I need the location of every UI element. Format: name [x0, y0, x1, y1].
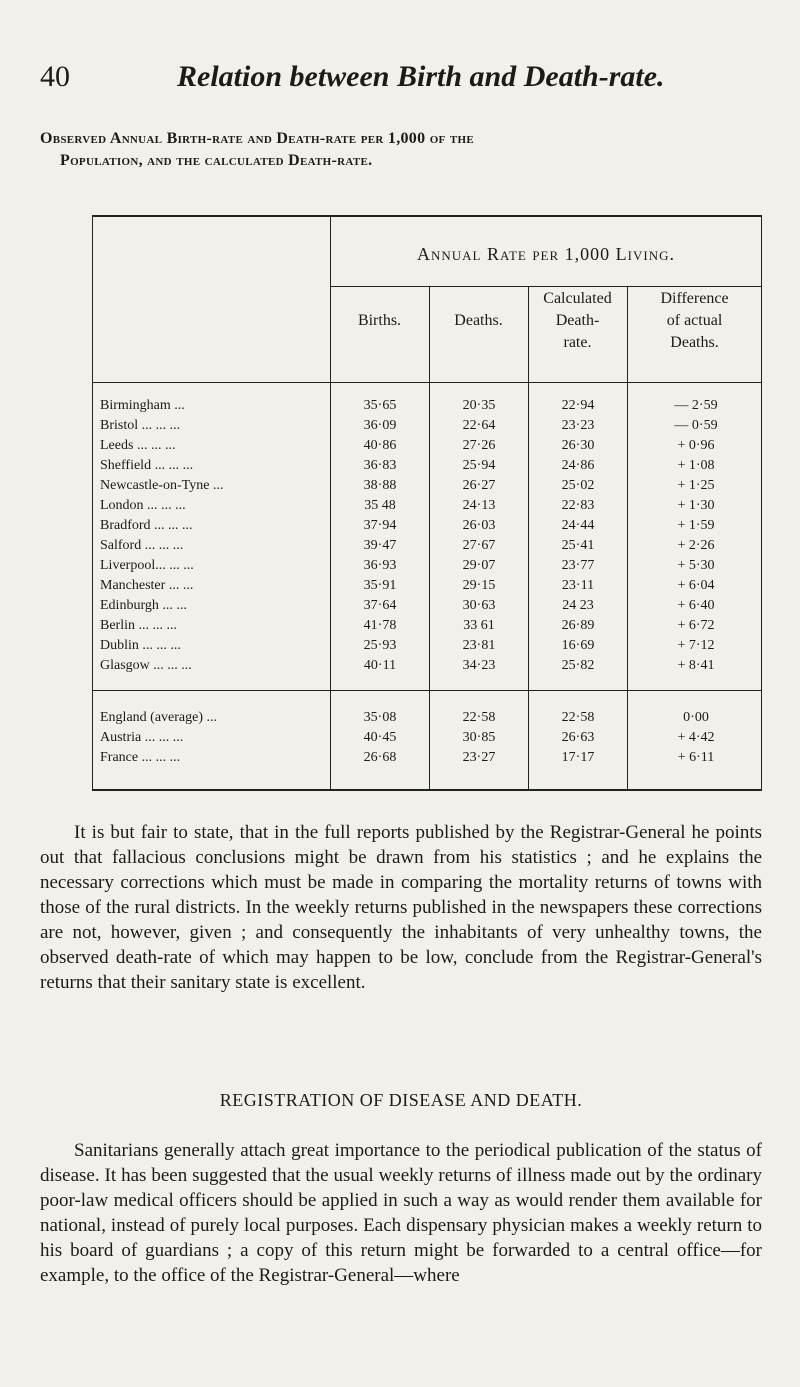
- row-name-text: Newcastle-on-Tyne: [100, 478, 210, 493]
- column-header-calculated: [528, 288, 627, 354]
- paragraph-text: It is but fair to state, that in the full reports published by the Registrar-General he points out that fallacious conclusions might be drawn from his statistics ; and he explains the necessary corrections which must be made in comparing the mortality returns of towns with those of the rural districts. In the weekly returns published in the newspapers these corrections are not, however, given ; and consequently the inhabitants of very unhealthy towns, the observed death-rate of which may happen to be low, conclude from the Registrar-General's returns that their sanitary state is excellent.: [40, 822, 762, 993]
- row-leader-dots: ... ... ...: [144, 538, 184, 553]
- caption-line-1: Observed Annual Birth-rate and Death-rate per 1,000 of the: [40, 130, 475, 147]
- row-difference: + 5·30: [677, 558, 715, 573]
- row-births: 26·68: [363, 750, 397, 765]
- row-births: 35 48: [364, 498, 396, 513]
- column-header-births-label: Births.: [357, 312, 402, 329]
- row-difference: + 4·42: [677, 730, 715, 745]
- row-name: [100, 558, 324, 574]
- row-leader-dots: ...: [206, 710, 217, 725]
- row-deaths: 20·35: [462, 398, 496, 413]
- row-name-text: Bradford ...: [100, 518, 165, 533]
- row-deaths: 26·27: [462, 478, 496, 493]
- table-row: [0, 438, 800, 456]
- table-spanning-header: Annual Rate per 1,000 Living.: [417, 244, 675, 264]
- row-name-text: France: [100, 750, 139, 765]
- column-header-difference: [627, 288, 762, 354]
- row-calculated: 25·02: [561, 478, 595, 493]
- row-name-text: Manchester: [100, 578, 166, 593]
- row-name: [100, 458, 324, 474]
- row-difference: 0·00: [683, 710, 709, 725]
- row-calculated: 16·69: [561, 638, 595, 653]
- column-header-difference-line: of actual: [666, 312, 723, 329]
- table-row: [0, 478, 800, 496]
- column-header-difference-line: Difference: [660, 290, 729, 307]
- row-deaths: 33 61: [463, 618, 495, 633]
- table-caption: [40, 128, 770, 172]
- row-name: [100, 438, 324, 454]
- row-deaths: 23·27: [462, 750, 496, 765]
- row-name-text: Berlin: [100, 618, 135, 633]
- row-births: 39·47: [363, 538, 397, 553]
- row-births: 25·93: [363, 638, 397, 653]
- row-calculated: 24·86: [561, 458, 595, 473]
- row-births: 36·93: [363, 558, 397, 573]
- row-births: 35·08: [363, 710, 397, 725]
- row-difference: + 6·40: [677, 598, 715, 613]
- row-deaths: 30·85: [462, 730, 496, 745]
- paragraph-text: Sanitarians generally attach great importance to the periodical publication of the status of disease. It has been suggested that the usual weekly returns of illness made out by the ordinary poor-law medical officers should be applied in such a way as would render them available for national, instead of purely local purposes. Each dispensary physician makes a weekly return to his board of guardians ; a copy of this return might be forwarded to a central office—for example, to the office of the Registrar-General—where: [40, 1140, 762, 1286]
- row-difference: + 2·26: [677, 538, 715, 553]
- row-calculated: 26·30: [561, 438, 595, 453]
- row-leader-dots: ... ...: [168, 458, 194, 473]
- row-difference: + 8·41: [677, 658, 715, 673]
- row-leader-dots: ... ... ...: [141, 418, 181, 433]
- row-leader-dots: ... ... ...: [138, 618, 177, 633]
- column-header-births: [330, 310, 429, 332]
- column-header-calculated-line: Calculated: [543, 290, 612, 307]
- row-leader-dots: ... ...: [169, 558, 194, 573]
- row-calculated: 25·82: [561, 658, 595, 673]
- table-row: [0, 598, 800, 616]
- table-row: [0, 538, 800, 556]
- row-leader-dots: ... ... ...: [141, 750, 181, 765]
- table-row: [0, 578, 800, 596]
- row-calculated: 26·63: [561, 730, 595, 745]
- row-name: [100, 398, 324, 414]
- row-name-text: Sheffield ...: [100, 458, 166, 473]
- row-deaths: 34·23: [462, 658, 496, 673]
- row-difference: + 6·11: [677, 750, 715, 765]
- row-name: [100, 498, 324, 514]
- table-row: [0, 618, 800, 636]
- row-leader-dots: ...: [174, 398, 185, 413]
- row-difference: + 0·96: [677, 438, 715, 453]
- row-leader-dots: ... ...: [168, 578, 194, 593]
- row-name: [100, 478, 324, 494]
- row-births: 37·94: [363, 518, 397, 533]
- row-name: [100, 618, 324, 634]
- row-name: [100, 730, 324, 746]
- row-deaths: 22·58: [462, 710, 496, 725]
- row-name: [100, 518, 324, 534]
- row-leader-dots: ... ...: [161, 498, 186, 513]
- row-deaths: 27·26: [462, 438, 496, 453]
- row-calculated: 17·17: [561, 750, 595, 765]
- row-calculated: 23·23: [561, 418, 595, 433]
- row-difference: + 1·59: [677, 518, 715, 533]
- row-difference: + 6·72: [677, 618, 715, 633]
- row-name-text: Edinburgh: [100, 598, 159, 613]
- table-row: [0, 658, 800, 676]
- row-difference: + 1·25: [677, 478, 715, 493]
- column-header-calculated-line: Death-: [555, 312, 600, 329]
- body-paragraph-1: [40, 820, 762, 995]
- table-subheader-rule: [330, 286, 762, 287]
- body-paragraph-2: [40, 1138, 762, 1288]
- row-births: 36·09: [363, 418, 397, 433]
- table-row: [0, 498, 800, 516]
- row-name: [100, 710, 324, 726]
- column-header-calculated-line: rate.: [563, 334, 592, 351]
- table-row: [0, 730, 800, 748]
- row-births: 40·86: [363, 438, 397, 453]
- table-row: [0, 398, 800, 416]
- table-group-rule: [92, 690, 762, 691]
- row-births: 38·88: [363, 478, 397, 493]
- table-row: [0, 458, 800, 476]
- row-difference: + 6·04: [677, 578, 715, 593]
- row-births: 36·83: [363, 458, 397, 473]
- column-header-difference-line: Deaths.: [670, 334, 719, 351]
- row-name: [100, 578, 324, 594]
- row-difference: — 0·59: [674, 418, 718, 433]
- row-deaths: 29·07: [462, 558, 496, 573]
- row-deaths: 29·15: [462, 578, 496, 593]
- row-births: 40·11: [363, 658, 397, 673]
- row-name-text: London ...: [100, 498, 158, 513]
- row-name-text: Liverpool...: [100, 558, 166, 573]
- row-leader-dots: ... ...: [162, 598, 187, 613]
- row-leader-dots: ... ...: [167, 658, 192, 673]
- row-calculated: 23·77: [561, 558, 595, 573]
- row-births: 41·78: [363, 618, 397, 633]
- row-difference: + 1·08: [677, 458, 715, 473]
- row-calculated: 22·83: [561, 498, 595, 513]
- section-heading: REGISTRATION OF DISEASE AND DEATH.: [219, 1090, 583, 1110]
- page-number: 40: [40, 60, 70, 93]
- row-name-text: Leeds: [100, 438, 134, 453]
- row-leader-dots: ... ...: [168, 518, 193, 533]
- row-births: 37·64: [363, 598, 397, 613]
- table-row: [0, 638, 800, 656]
- row-births: 35·91: [363, 578, 397, 593]
- row-calculated: 24 23: [562, 598, 594, 613]
- row-calculated: 24·44: [561, 518, 595, 533]
- row-deaths: 27·67: [462, 538, 496, 553]
- row-deaths: 30·63: [462, 598, 496, 613]
- running-header: [40, 60, 760, 100]
- row-births: 40·45: [363, 730, 397, 745]
- row-calculated: 26·89: [561, 618, 595, 633]
- row-deaths: 23·81: [462, 638, 496, 653]
- column-header-deaths-label: Deaths.: [454, 312, 503, 329]
- row-deaths: 24·13: [462, 498, 496, 513]
- row-name: [100, 638, 324, 654]
- running-title: Relation between Birth and Death-rate.: [177, 60, 665, 93]
- row-name-text: Glasgow ...: [100, 658, 164, 673]
- table-row: [0, 518, 800, 536]
- row-name: [100, 538, 324, 554]
- row-name-text: Dublin: [100, 638, 139, 653]
- row-leader-dots: ... ... ...: [144, 730, 184, 745]
- row-difference: + 1·30: [677, 498, 715, 513]
- row-name-text: England (average): [100, 710, 203, 725]
- row-name: [100, 598, 324, 614]
- row-name-text: Austria: [100, 730, 142, 745]
- column-header-deaths: [429, 310, 528, 332]
- row-leader-dots: ... ... ...: [136, 438, 176, 453]
- table-header-bottom-rule: [92, 382, 762, 383]
- table-top-rule: [92, 215, 762, 217]
- row-deaths: 22·64: [462, 418, 496, 433]
- caption-line-2: Population, and the calculated Death-rate.: [60, 152, 373, 169]
- table-bottom-rule: [92, 789, 762, 791]
- row-calculated: 22·58: [561, 710, 595, 725]
- row-name: [100, 658, 324, 674]
- row-births: 35·65: [363, 398, 397, 413]
- row-name-text: Birmingham: [100, 398, 171, 413]
- row-difference: + 7·12: [677, 638, 715, 653]
- table-row: [0, 710, 800, 728]
- row-leader-dots: ...: [212, 478, 224, 493]
- table-row: [0, 418, 800, 436]
- row-deaths: 26·03: [462, 518, 496, 533]
- table-row: [0, 750, 800, 768]
- row-calculated: 23·11: [561, 578, 595, 593]
- row-name: [100, 750, 324, 766]
- row-calculated: 22·94: [561, 398, 595, 413]
- row-name-text: Salford: [100, 538, 142, 553]
- row-name-text: Bristol: [100, 418, 139, 433]
- row-name: [100, 418, 324, 434]
- row-deaths: 25·94: [462, 458, 496, 473]
- row-difference: — 2·59: [674, 398, 718, 413]
- table-row: [0, 558, 800, 576]
- row-calculated: 25·41: [561, 538, 595, 553]
- row-leader-dots: ... ... ...: [142, 638, 181, 653]
